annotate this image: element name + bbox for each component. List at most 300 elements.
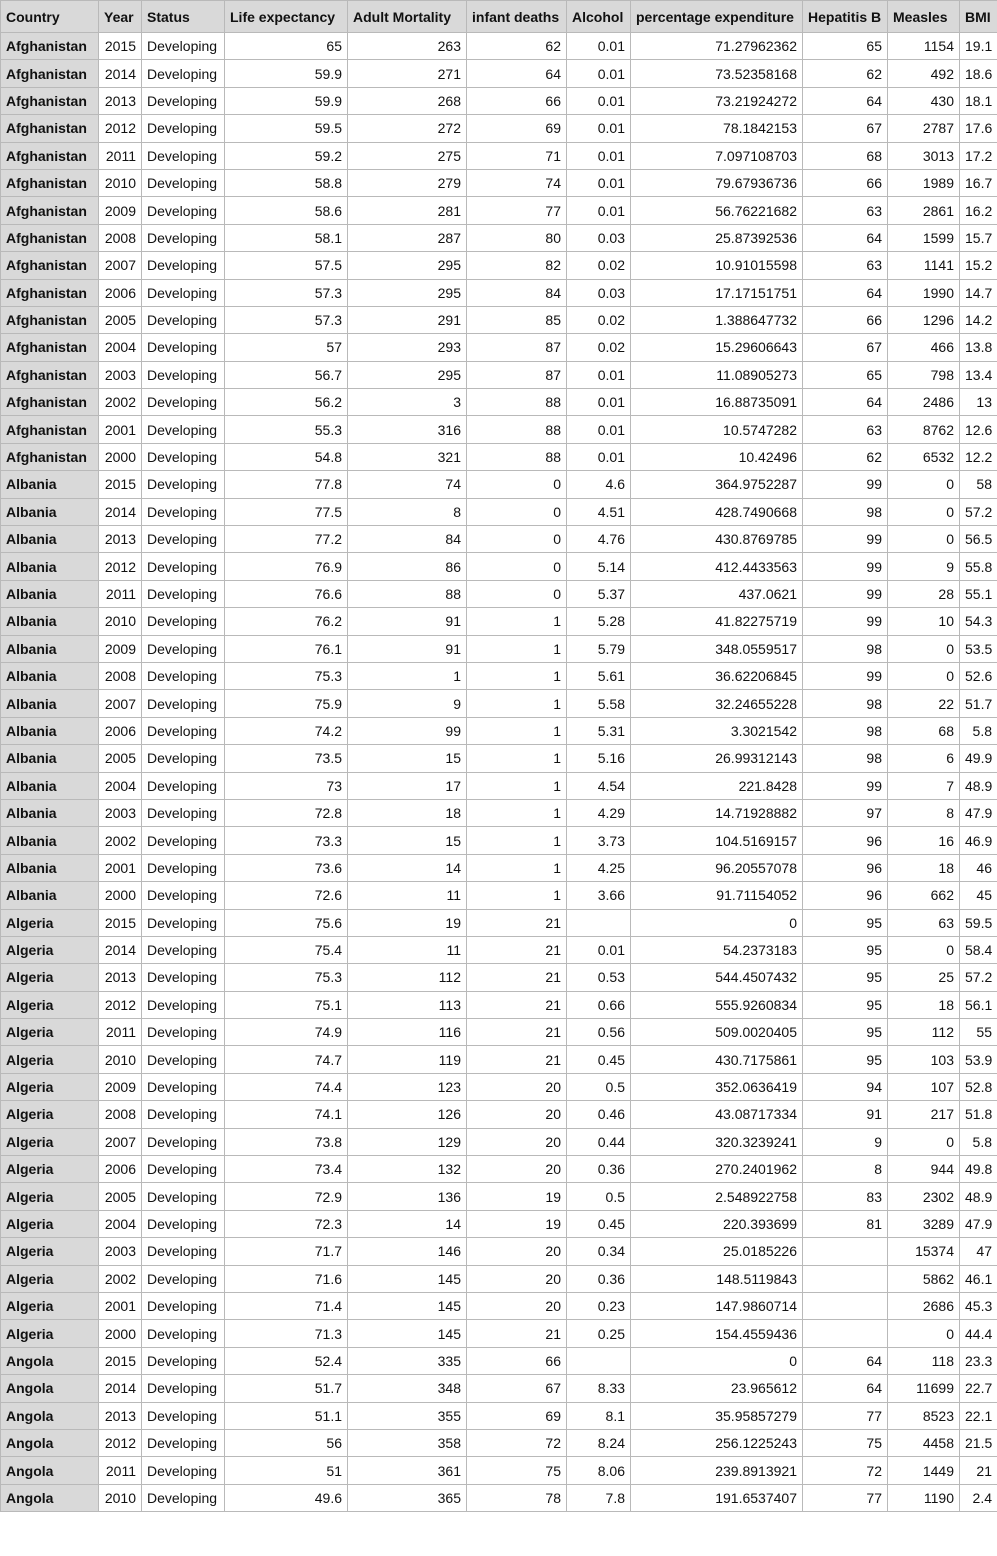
- cell-country[interactable]: Algeria: [1, 964, 99, 991]
- cell-infant-deaths[interactable]: 19: [467, 1210, 567, 1237]
- cell-year[interactable]: 2006: [99, 1156, 142, 1183]
- cell-status[interactable]: Developing: [142, 1292, 225, 1319]
- cell-alcohol[interactable]: 5.16: [567, 745, 631, 772]
- cell-alcohol[interactable]: 0.03: [567, 279, 631, 306]
- cell-country[interactable]: Algeria: [1, 1320, 99, 1347]
- cell-life-expectancy[interactable]: 55.3: [225, 416, 348, 443]
- cell-percentage-expenditure[interactable]: 0: [631, 1347, 803, 1374]
- cell-measles[interactable]: 466: [888, 334, 960, 361]
- cell-status[interactable]: Developing: [142, 1073, 225, 1100]
- cell-infant-deaths[interactable]: 1: [467, 745, 567, 772]
- cell-year[interactable]: 2004: [99, 334, 142, 361]
- cell-infant-deaths[interactable]: 20: [467, 1292, 567, 1319]
- cell-infant-deaths[interactable]: 64: [467, 60, 567, 87]
- cell-percentage-expenditure[interactable]: 41.82275719: [631, 608, 803, 635]
- cell-hepatitis-b[interactable]: 63: [803, 197, 888, 224]
- cell-alcohol[interactable]: 0.5: [567, 1073, 631, 1100]
- header-country[interactable]: Country: [1, 1, 99, 33]
- cell-year[interactable]: 2009: [99, 197, 142, 224]
- cell-percentage-expenditure[interactable]: 7.097108703: [631, 142, 803, 169]
- cell-measles[interactable]: 8762: [888, 416, 960, 443]
- cell-infant-deaths[interactable]: 1: [467, 882, 567, 909]
- cell-infant-deaths[interactable]: 0: [467, 471, 567, 498]
- cell-alcohol[interactable]: 0.53: [567, 964, 631, 991]
- cell-percentage-expenditure[interactable]: 437.0621: [631, 580, 803, 607]
- cell-adult-mortality[interactable]: 146: [348, 1238, 467, 1265]
- cell-bmi[interactable]: 45: [960, 882, 997, 909]
- cell-year[interactable]: 2008: [99, 662, 142, 689]
- cell-measles[interactable]: 1296: [888, 306, 960, 333]
- cell-hepatitis-b[interactable]: [803, 1320, 888, 1347]
- cell-bmi[interactable]: 2.4: [960, 1484, 997, 1511]
- cell-infant-deaths[interactable]: 1: [467, 772, 567, 799]
- cell-percentage-expenditure[interactable]: 14.71928882: [631, 799, 803, 826]
- cell-status[interactable]: Developing: [142, 936, 225, 963]
- cell-life-expectancy[interactable]: 75.3: [225, 964, 348, 991]
- cell-measles[interactable]: 0: [888, 1320, 960, 1347]
- cell-hepatitis-b[interactable]: 65: [803, 361, 888, 388]
- cell-country[interactable]: Afghanistan: [1, 87, 99, 114]
- cell-percentage-expenditure[interactable]: 430.7175861: [631, 1046, 803, 1073]
- cell-hepatitis-b[interactable]: 81: [803, 1210, 888, 1237]
- cell-measles[interactable]: 22: [888, 690, 960, 717]
- cell-percentage-expenditure[interactable]: 78.1842153: [631, 115, 803, 142]
- cell-year[interactable]: 2007: [99, 690, 142, 717]
- cell-alcohol[interactable]: 4.51: [567, 498, 631, 525]
- header-status[interactable]: Status: [142, 1, 225, 33]
- cell-hepatitis-b[interactable]: 68: [803, 142, 888, 169]
- cell-country[interactable]: Angola: [1, 1402, 99, 1429]
- cell-adult-mortality[interactable]: 132: [348, 1156, 467, 1183]
- cell-infant-deaths[interactable]: 67: [467, 1375, 567, 1402]
- cell-status[interactable]: Developing: [142, 1156, 225, 1183]
- cell-alcohol[interactable]: 0.34: [567, 1238, 631, 1265]
- cell-life-expectancy[interactable]: 56.7: [225, 361, 348, 388]
- cell-hepatitis-b[interactable]: [803, 1292, 888, 1319]
- cell-hepatitis-b[interactable]: 64: [803, 87, 888, 114]
- header-year[interactable]: Year: [99, 1, 142, 33]
- cell-year[interactable]: 2001: [99, 854, 142, 881]
- cell-status[interactable]: Developing: [142, 526, 225, 553]
- cell-measles[interactable]: 430: [888, 87, 960, 114]
- cell-country[interactable]: Algeria: [1, 1210, 99, 1237]
- cell-bmi[interactable]: 14.2: [960, 306, 997, 333]
- cell-hepatitis-b[interactable]: 8: [803, 1156, 888, 1183]
- cell-measles[interactable]: 107: [888, 1073, 960, 1100]
- cell-hepatitis-b[interactable]: 77: [803, 1402, 888, 1429]
- cell-alcohol[interactable]: 0.02: [567, 306, 631, 333]
- cell-adult-mortality[interactable]: 358: [348, 1429, 467, 1456]
- cell-status[interactable]: Developing: [142, 690, 225, 717]
- cell-measles[interactable]: 6532: [888, 443, 960, 470]
- cell-country[interactable]: Afghanistan: [1, 416, 99, 443]
- cell-status[interactable]: Developing: [142, 498, 225, 525]
- cell-adult-mortality[interactable]: 272: [348, 115, 467, 142]
- cell-year[interactable]: 2004: [99, 1210, 142, 1237]
- cell-percentage-expenditure[interactable]: 430.8769785: [631, 526, 803, 553]
- cell-percentage-expenditure[interactable]: 256.1225243: [631, 1429, 803, 1456]
- cell-infant-deaths[interactable]: 75: [467, 1457, 567, 1484]
- cell-measles[interactable]: 2486: [888, 389, 960, 416]
- cell-country[interactable]: Afghanistan: [1, 33, 99, 60]
- cell-bmi[interactable]: 54.3: [960, 608, 997, 635]
- cell-bmi[interactable]: 49.8: [960, 1156, 997, 1183]
- cell-adult-mortality[interactable]: 91: [348, 635, 467, 662]
- cell-status[interactable]: Developing: [142, 87, 225, 114]
- header-adult-mortality[interactable]: Adult Mortality: [348, 1, 467, 33]
- cell-country[interactable]: Afghanistan: [1, 443, 99, 470]
- cell-bmi[interactable]: 21.5: [960, 1429, 997, 1456]
- cell-infant-deaths[interactable]: 20: [467, 1265, 567, 1292]
- cell-hepatitis-b[interactable]: 64: [803, 279, 888, 306]
- cell-country[interactable]: Afghanistan: [1, 252, 99, 279]
- cell-year[interactable]: 2015: [99, 909, 142, 936]
- cell-bmi[interactable]: 58.4: [960, 936, 997, 963]
- cell-year[interactable]: 2009: [99, 635, 142, 662]
- cell-country[interactable]: Afghanistan: [1, 306, 99, 333]
- cell-bmi[interactable]: 17.2: [960, 142, 997, 169]
- cell-infant-deaths[interactable]: 20: [467, 1101, 567, 1128]
- cell-measles[interactable]: 1154: [888, 33, 960, 60]
- cell-life-expectancy[interactable]: 73.4: [225, 1156, 348, 1183]
- cell-adult-mortality[interactable]: 361: [348, 1457, 467, 1484]
- cell-adult-mortality[interactable]: 287: [348, 224, 467, 251]
- cell-country[interactable]: Afghanistan: [1, 169, 99, 196]
- cell-status[interactable]: Developing: [142, 991, 225, 1018]
- cell-measles[interactable]: 217: [888, 1101, 960, 1128]
- cell-percentage-expenditure[interactable]: 191.6537407: [631, 1484, 803, 1511]
- cell-life-expectancy[interactable]: 76.1: [225, 635, 348, 662]
- cell-hepatitis-b[interactable]: 95: [803, 909, 888, 936]
- cell-adult-mortality[interactable]: 1: [348, 662, 467, 689]
- cell-hepatitis-b[interactable]: 67: [803, 115, 888, 142]
- cell-year[interactable]: 2001: [99, 416, 142, 443]
- cell-adult-mortality[interactable]: 335: [348, 1347, 467, 1374]
- cell-measles[interactable]: 15374: [888, 1238, 960, 1265]
- cell-measles[interactable]: 2861: [888, 197, 960, 224]
- cell-percentage-expenditure[interactable]: 56.76221682: [631, 197, 803, 224]
- cell-hepatitis-b[interactable]: 99: [803, 772, 888, 799]
- cell-life-expectancy[interactable]: 52.4: [225, 1347, 348, 1374]
- cell-year[interactable]: 2004: [99, 772, 142, 799]
- cell-bmi[interactable]: 56.1: [960, 991, 997, 1018]
- cell-adult-mortality[interactable]: 321: [348, 443, 467, 470]
- cell-bmi[interactable]: 47.9: [960, 1210, 997, 1237]
- cell-year[interactable]: 2014: [99, 60, 142, 87]
- cell-status[interactable]: Developing: [142, 443, 225, 470]
- cell-measles[interactable]: 118: [888, 1347, 960, 1374]
- cell-year[interactable]: 2011: [99, 1457, 142, 1484]
- cell-year[interactable]: 2010: [99, 1046, 142, 1073]
- cell-bmi[interactable]: 47: [960, 1238, 997, 1265]
- cell-country[interactable]: Algeria: [1, 1073, 99, 1100]
- cell-adult-mortality[interactable]: 15: [348, 745, 467, 772]
- cell-infant-deaths[interactable]: 21: [467, 1019, 567, 1046]
- cell-year[interactable]: 2003: [99, 799, 142, 826]
- cell-alcohol[interactable]: 5.28: [567, 608, 631, 635]
- cell-status[interactable]: Developing: [142, 608, 225, 635]
- cell-year[interactable]: 2000: [99, 882, 142, 909]
- cell-year[interactable]: 2006: [99, 717, 142, 744]
- cell-measles[interactable]: 10: [888, 608, 960, 635]
- cell-adult-mortality[interactable]: 295: [348, 252, 467, 279]
- cell-life-expectancy[interactable]: 51: [225, 1457, 348, 1484]
- cell-alcohol[interactable]: 3.66: [567, 882, 631, 909]
- cell-alcohol[interactable]: [567, 1347, 631, 1374]
- cell-measles[interactable]: 68: [888, 717, 960, 744]
- cell-infant-deaths[interactable]: 21: [467, 991, 567, 1018]
- cell-adult-mortality[interactable]: 116: [348, 1019, 467, 1046]
- cell-infant-deaths[interactable]: 20: [467, 1156, 567, 1183]
- header-hepatitis-b[interactable]: Hepatitis B: [803, 1, 888, 33]
- cell-adult-mortality[interactable]: 126: [348, 1101, 467, 1128]
- cell-status[interactable]: Developing: [142, 799, 225, 826]
- cell-country[interactable]: Algeria: [1, 991, 99, 1018]
- cell-bmi[interactable]: 22.1: [960, 1402, 997, 1429]
- cell-status[interactable]: Developing: [142, 909, 225, 936]
- cell-status[interactable]: Developing: [142, 635, 225, 662]
- cell-year[interactable]: 2002: [99, 389, 142, 416]
- cell-percentage-expenditure[interactable]: 16.88735091: [631, 389, 803, 416]
- cell-life-expectancy[interactable]: 74.7: [225, 1046, 348, 1073]
- cell-country[interactable]: Afghanistan: [1, 142, 99, 169]
- cell-status[interactable]: Developing: [142, 169, 225, 196]
- cell-country[interactable]: Algeria: [1, 1156, 99, 1183]
- cell-life-expectancy[interactable]: 65: [225, 33, 348, 60]
- cell-country[interactable]: Afghanistan: [1, 389, 99, 416]
- cell-infant-deaths[interactable]: 20: [467, 1073, 567, 1100]
- header-alcohol[interactable]: Alcohol: [567, 1, 631, 33]
- cell-percentage-expenditure[interactable]: 412.4433563: [631, 553, 803, 580]
- cell-hepatitis-b[interactable]: 98: [803, 690, 888, 717]
- cell-percentage-expenditure[interactable]: 10.5747282: [631, 416, 803, 443]
- cell-hepatitis-b[interactable]: 95: [803, 1046, 888, 1073]
- cell-adult-mortality[interactable]: 11: [348, 936, 467, 963]
- cell-status[interactable]: Developing: [142, 1019, 225, 1046]
- cell-status[interactable]: Developing: [142, 33, 225, 60]
- cell-percentage-expenditure[interactable]: 0: [631, 909, 803, 936]
- cell-infant-deaths[interactable]: 87: [467, 334, 567, 361]
- cell-percentage-expenditure[interactable]: 147.9860714: [631, 1292, 803, 1319]
- cell-measles[interactable]: 1989: [888, 169, 960, 196]
- header-infant-deaths[interactable]: infant deaths: [467, 1, 567, 33]
- cell-measles[interactable]: 6: [888, 745, 960, 772]
- cell-infant-deaths[interactable]: 69: [467, 115, 567, 142]
- cell-bmi[interactable]: 46.1: [960, 1265, 997, 1292]
- cell-bmi[interactable]: 56.5: [960, 526, 997, 553]
- cell-status[interactable]: Developing: [142, 662, 225, 689]
- cell-bmi[interactable]: 55.8: [960, 553, 997, 580]
- cell-year[interactable]: 2011: [99, 1019, 142, 1046]
- cell-year[interactable]: 2009: [99, 1073, 142, 1100]
- cell-measles[interactable]: 1990: [888, 279, 960, 306]
- cell-percentage-expenditure[interactable]: 428.7490668: [631, 498, 803, 525]
- cell-alcohol[interactable]: 0.01: [567, 361, 631, 388]
- cell-infant-deaths[interactable]: 82: [467, 252, 567, 279]
- cell-life-expectancy[interactable]: 73.3: [225, 827, 348, 854]
- cell-year[interactable]: 2005: [99, 745, 142, 772]
- cell-bmi[interactable]: 55: [960, 1019, 997, 1046]
- cell-life-expectancy[interactable]: 75.9: [225, 690, 348, 717]
- cell-life-expectancy[interactable]: 74.2: [225, 717, 348, 744]
- cell-country[interactable]: Albania: [1, 827, 99, 854]
- cell-status[interactable]: Developing: [142, 279, 225, 306]
- cell-life-expectancy[interactable]: 75.6: [225, 909, 348, 936]
- cell-percentage-expenditure[interactable]: 32.24655228: [631, 690, 803, 717]
- cell-infant-deaths[interactable]: 1: [467, 690, 567, 717]
- cell-hepatitis-b[interactable]: 99: [803, 471, 888, 498]
- cell-adult-mortality[interactable]: 279: [348, 169, 467, 196]
- cell-adult-mortality[interactable]: 18: [348, 799, 467, 826]
- cell-life-expectancy[interactable]: 58.6: [225, 197, 348, 224]
- cell-percentage-expenditure[interactable]: 509.0020405: [631, 1019, 803, 1046]
- cell-bmi[interactable]: 23.3: [960, 1347, 997, 1374]
- cell-adult-mortality[interactable]: 145: [348, 1292, 467, 1319]
- cell-country[interactable]: Algeria: [1, 1128, 99, 1155]
- cell-life-expectancy[interactable]: 56.2: [225, 389, 348, 416]
- cell-alcohol[interactable]: 4.76: [567, 526, 631, 553]
- cell-status[interactable]: Developing: [142, 1402, 225, 1429]
- cell-year[interactable]: 2007: [99, 252, 142, 279]
- cell-infant-deaths[interactable]: 78: [467, 1484, 567, 1511]
- cell-measles[interactable]: 492: [888, 60, 960, 87]
- cell-measles[interactable]: 7: [888, 772, 960, 799]
- cell-bmi[interactable]: 55.1: [960, 580, 997, 607]
- cell-year[interactable]: 2010: [99, 608, 142, 635]
- cell-infant-deaths[interactable]: 80: [467, 224, 567, 251]
- cell-alcohol[interactable]: 0.01: [567, 197, 631, 224]
- cell-life-expectancy[interactable]: 77.5: [225, 498, 348, 525]
- cell-measles[interactable]: 18: [888, 854, 960, 881]
- cell-country[interactable]: Albania: [1, 526, 99, 553]
- cell-status[interactable]: Developing: [142, 717, 225, 744]
- cell-year[interactable]: 2002: [99, 1265, 142, 1292]
- cell-adult-mortality[interactable]: 281: [348, 197, 467, 224]
- cell-infant-deaths[interactable]: 72: [467, 1429, 567, 1456]
- cell-alcohol[interactable]: 5.61: [567, 662, 631, 689]
- cell-year[interactable]: 2003: [99, 1238, 142, 1265]
- cell-measles[interactable]: 1190: [888, 1484, 960, 1511]
- cell-country[interactable]: Albania: [1, 553, 99, 580]
- cell-infant-deaths[interactable]: 88: [467, 443, 567, 470]
- cell-bmi[interactable]: 57.2: [960, 498, 997, 525]
- cell-status[interactable]: Developing: [142, 334, 225, 361]
- cell-percentage-expenditure[interactable]: 364.9752287: [631, 471, 803, 498]
- cell-hepatitis-b[interactable]: 64: [803, 224, 888, 251]
- cell-year[interactable]: 2007: [99, 1128, 142, 1155]
- cell-infant-deaths[interactable]: 85: [467, 306, 567, 333]
- cell-infant-deaths[interactable]: 84: [467, 279, 567, 306]
- cell-status[interactable]: Developing: [142, 1210, 225, 1237]
- cell-status[interactable]: Developing: [142, 416, 225, 443]
- cell-country[interactable]: Albania: [1, 799, 99, 826]
- cell-bmi[interactable]: 13.8: [960, 334, 997, 361]
- cell-adult-mortality[interactable]: 295: [348, 279, 467, 306]
- cell-infant-deaths[interactable]: 77: [467, 197, 567, 224]
- cell-adult-mortality[interactable]: 99: [348, 717, 467, 744]
- cell-adult-mortality[interactable]: 88: [348, 580, 467, 607]
- cell-year[interactable]: 2013: [99, 1402, 142, 1429]
- cell-percentage-expenditure[interactable]: 2.548922758: [631, 1183, 803, 1210]
- cell-adult-mortality[interactable]: 145: [348, 1320, 467, 1347]
- cell-life-expectancy[interactable]: 73.8: [225, 1128, 348, 1155]
- cell-alcohol[interactable]: 0.01: [567, 60, 631, 87]
- cell-bmi[interactable]: 49.9: [960, 745, 997, 772]
- cell-percentage-expenditure[interactable]: 154.4559436: [631, 1320, 803, 1347]
- cell-infant-deaths[interactable]: 1: [467, 799, 567, 826]
- cell-hepatitis-b[interactable]: 75: [803, 1429, 888, 1456]
- cell-bmi[interactable]: 21: [960, 1457, 997, 1484]
- cell-alcohol[interactable]: 0.01: [567, 416, 631, 443]
- cell-percentage-expenditure[interactable]: 91.71154052: [631, 882, 803, 909]
- cell-hepatitis-b[interactable]: 98: [803, 635, 888, 662]
- cell-adult-mortality[interactable]: 129: [348, 1128, 467, 1155]
- cell-country[interactable]: Albania: [1, 608, 99, 635]
- cell-adult-mortality[interactable]: 84: [348, 526, 467, 553]
- cell-measles[interactable]: 2686: [888, 1292, 960, 1319]
- cell-year[interactable]: 2008: [99, 224, 142, 251]
- cell-measles[interactable]: 16: [888, 827, 960, 854]
- cell-adult-mortality[interactable]: 268: [348, 87, 467, 114]
- cell-country[interactable]: Afghanistan: [1, 60, 99, 87]
- cell-measles[interactable]: 798: [888, 361, 960, 388]
- header-life-expectancy[interactable]: Life expectancy: [225, 1, 348, 33]
- cell-life-expectancy[interactable]: 74.9: [225, 1019, 348, 1046]
- cell-bmi[interactable]: 51.7: [960, 690, 997, 717]
- cell-hepatitis-b[interactable]: 9: [803, 1128, 888, 1155]
- cell-hepatitis-b[interactable]: [803, 1265, 888, 1292]
- cell-year[interactable]: 2013: [99, 87, 142, 114]
- cell-measles[interactable]: 1599: [888, 224, 960, 251]
- cell-alcohol[interactable]: 7.8: [567, 1484, 631, 1511]
- cell-alcohol[interactable]: 0.01: [567, 936, 631, 963]
- cell-status[interactable]: Developing: [142, 882, 225, 909]
- cell-country[interactable]: Algeria: [1, 1265, 99, 1292]
- cell-percentage-expenditure[interactable]: 239.8913921: [631, 1457, 803, 1484]
- cell-alcohol[interactable]: 0.45: [567, 1046, 631, 1073]
- cell-measles[interactable]: 3013: [888, 142, 960, 169]
- cell-hepatitis-b[interactable]: 99: [803, 526, 888, 553]
- cell-infant-deaths[interactable]: 21: [467, 909, 567, 936]
- cell-measles[interactable]: 63: [888, 909, 960, 936]
- cell-hepatitis-b[interactable]: 95: [803, 964, 888, 991]
- cell-infant-deaths[interactable]: 21: [467, 964, 567, 991]
- cell-alcohol[interactable]: 0.01: [567, 33, 631, 60]
- cell-bmi[interactable]: 58: [960, 471, 997, 498]
- cell-country[interactable]: Algeria: [1, 1046, 99, 1073]
- cell-alcohol[interactable]: 0.01: [567, 169, 631, 196]
- cell-life-expectancy[interactable]: 57.3: [225, 279, 348, 306]
- cell-hepatitis-b[interactable]: 62: [803, 60, 888, 87]
- cell-life-expectancy[interactable]: 72.8: [225, 799, 348, 826]
- cell-country[interactable]: Afghanistan: [1, 334, 99, 361]
- cell-status[interactable]: Developing: [142, 827, 225, 854]
- cell-life-expectancy[interactable]: 77.8: [225, 471, 348, 498]
- cell-bmi[interactable]: 44.4: [960, 1320, 997, 1347]
- cell-adult-mortality[interactable]: 136: [348, 1183, 467, 1210]
- cell-life-expectancy[interactable]: 76.2: [225, 608, 348, 635]
- cell-life-expectancy[interactable]: 71.4: [225, 1292, 348, 1319]
- cell-adult-mortality[interactable]: 19: [348, 909, 467, 936]
- cell-adult-mortality[interactable]: 316: [348, 416, 467, 443]
- cell-year[interactable]: 2000: [99, 443, 142, 470]
- cell-country[interactable]: Albania: [1, 854, 99, 881]
- cell-country[interactable]: Algeria: [1, 909, 99, 936]
- cell-bmi[interactable]: 59.5: [960, 909, 997, 936]
- cell-measles[interactable]: 112: [888, 1019, 960, 1046]
- cell-alcohol[interactable]: 0.03: [567, 224, 631, 251]
- cell-percentage-expenditure[interactable]: 36.62206845: [631, 662, 803, 689]
